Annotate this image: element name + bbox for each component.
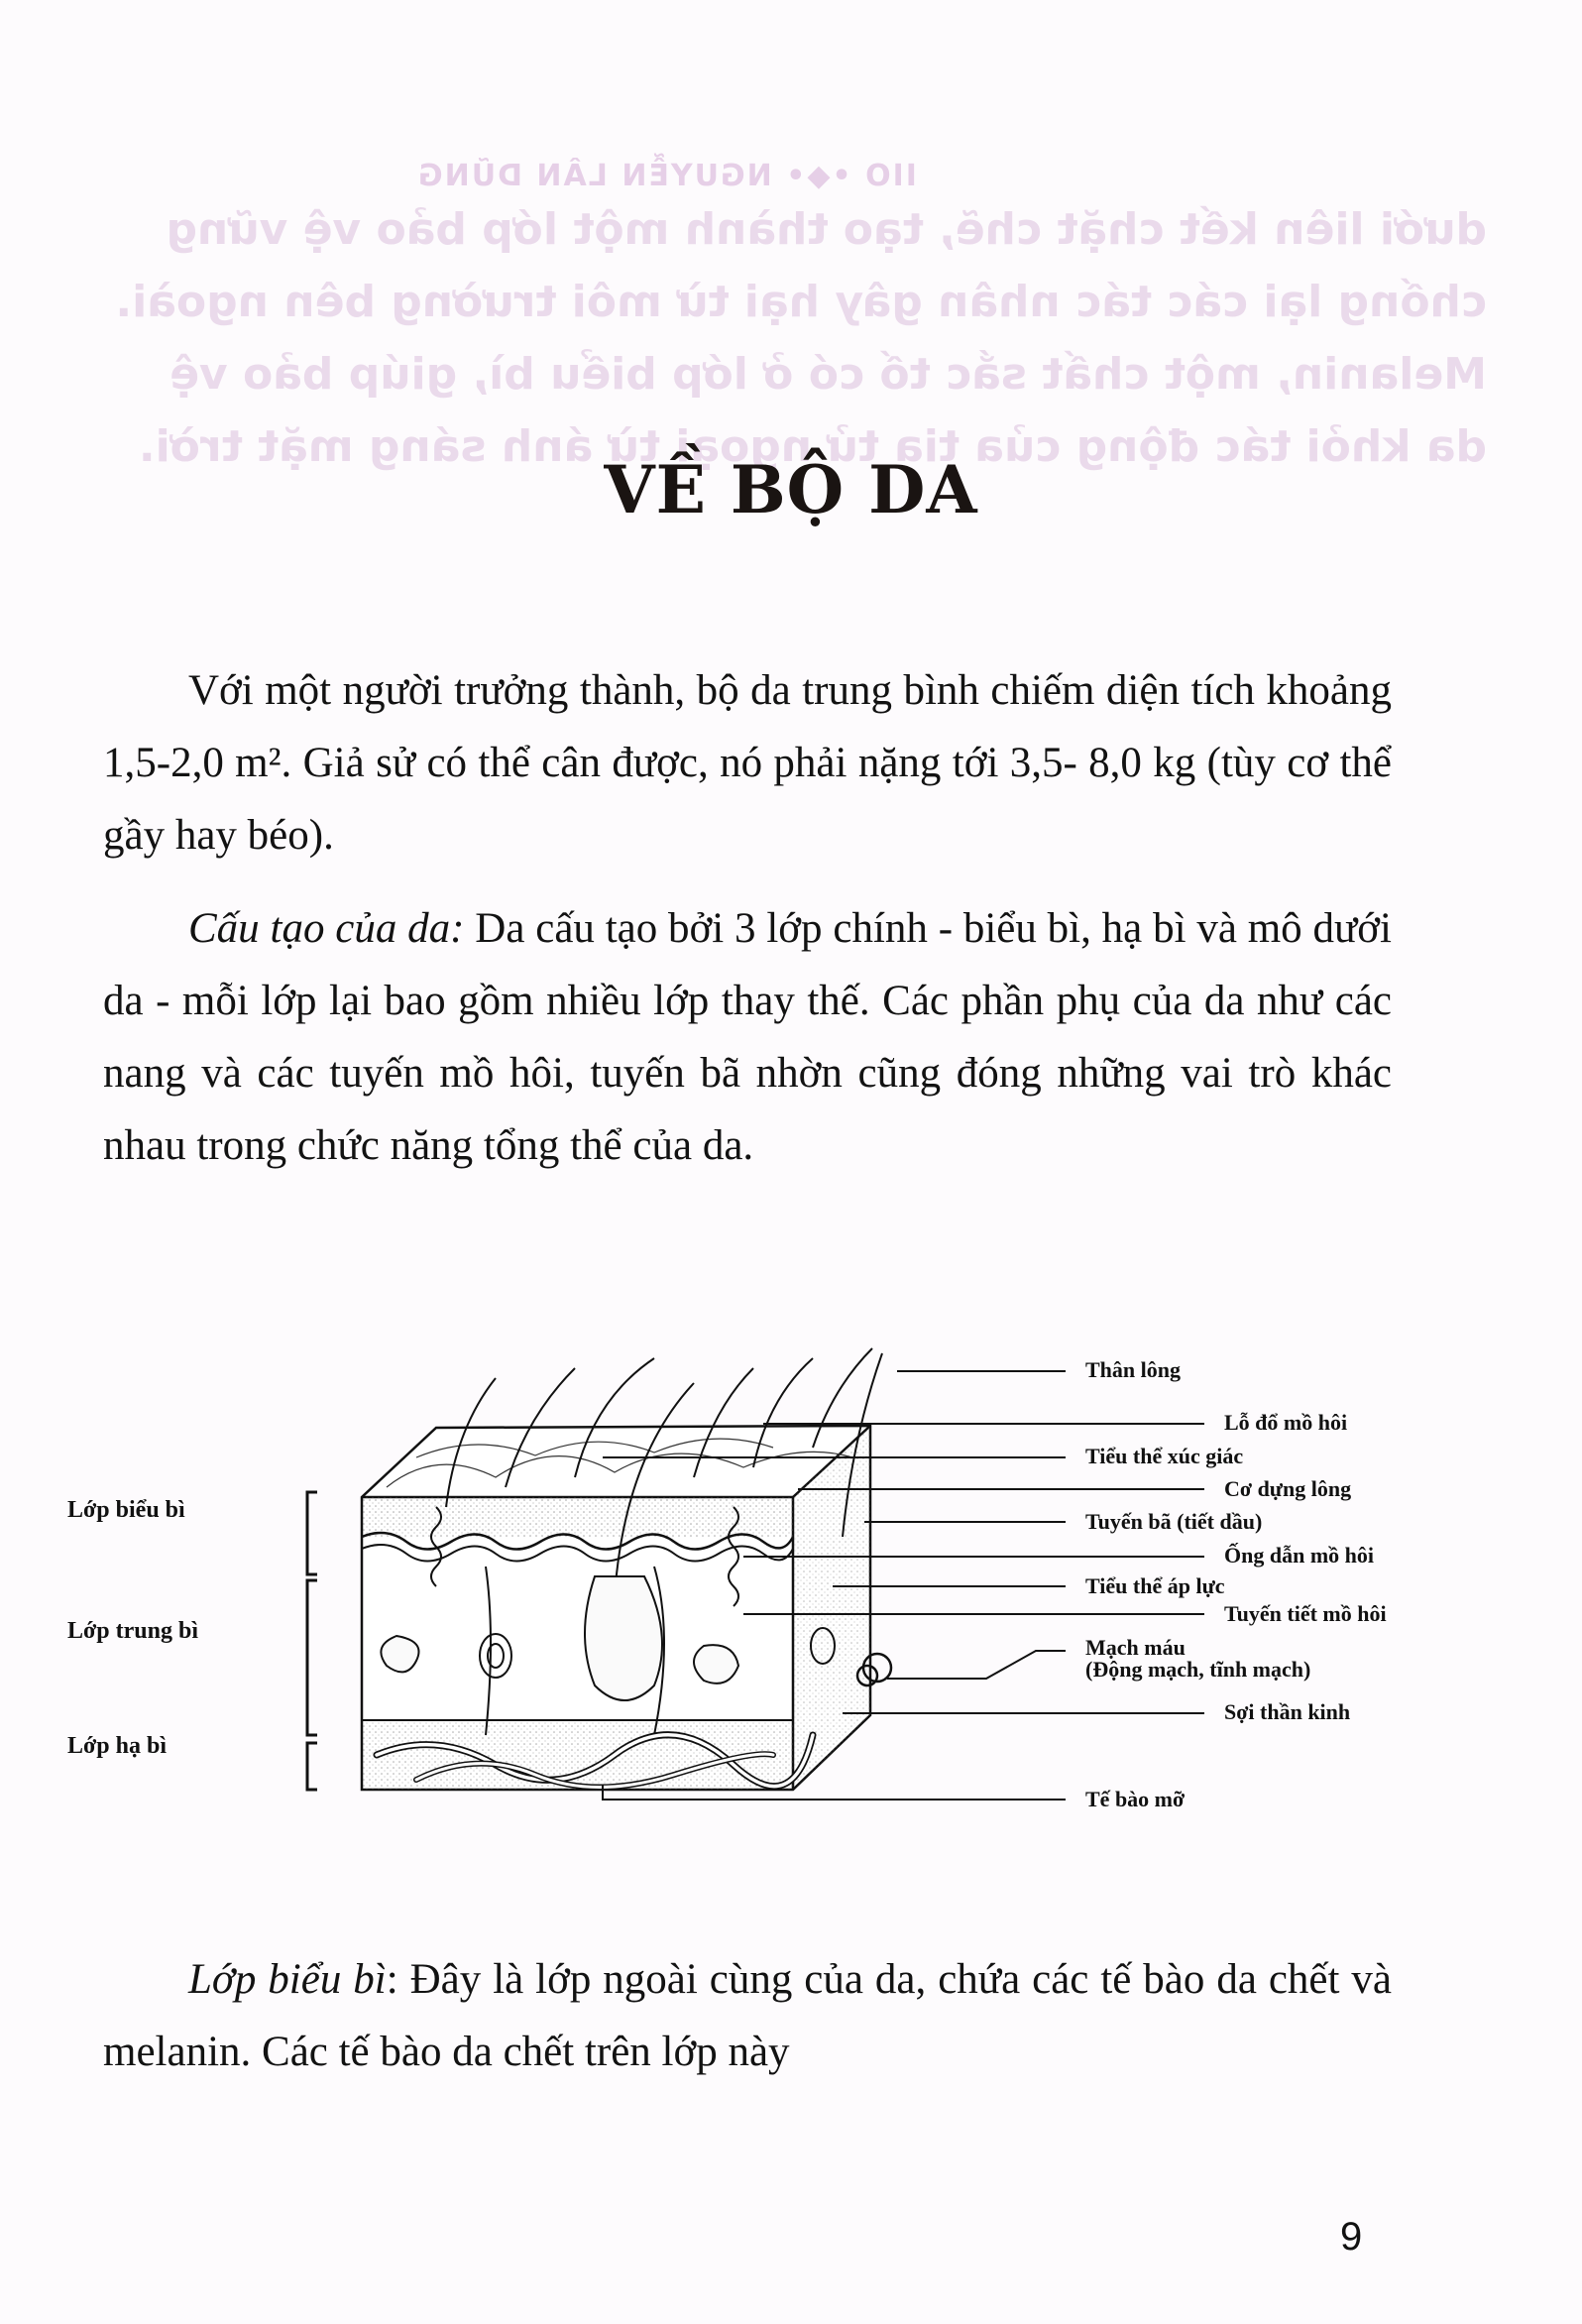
part-label-blood-vessel-detail: (Động mạch, tĩnh mạch) <box>1085 1657 1311 1682</box>
bleed-line: Melanin, một chất sắc tố có ở lớp biểu bì, giúp bảo vệ <box>170 349 1487 400</box>
layer-label-dermis: Lớp trung bì <box>67 1618 198 1644</box>
bleed-line: da khỏi tác động của tia tử ngoại từ ánh sáng mặt trời. <box>138 421 1487 472</box>
epidermis-text: : Đây là lớp ngoài cùng của da, chứa các tế bào da chết và melanin. Các tế bào da chết trên lớp này <box>103 1956 1392 2075</box>
page-title: VỀ BỘ DA <box>604 451 978 528</box>
bleed-through-header: IIO •◆• NGUYỄN LÂN DŨNG <box>416 159 917 193</box>
bleed-line: chống lại các tác nhân gây hại từ môi trường bên ngoài. <box>115 277 1487 327</box>
part-label-sweat-gland: Tuyến tiết mồ hôi <box>1224 1601 1387 1626</box>
part-label-sebaceous-gland: Tuyến bã (tiết dầu) <box>1085 1509 1263 1534</box>
part-label-arrector-pili: Cơ dựng lông <box>1224 1476 1352 1501</box>
structure-lead: Cấu tạo của da: <box>188 905 465 952</box>
part-label-touch-corpuscle: Tiểu thể xúc giác <box>1085 1444 1244 1468</box>
part-label-nerve-fiber: Sợi thần kinh <box>1224 1699 1351 1724</box>
part-label-hair-shaft: Thân lông <box>1085 1357 1181 1382</box>
part-label-sweat-pore: Lỗ đổ mồ hôi <box>1224 1410 1348 1435</box>
bleed-line: dưới liên kết chặt chẽ, tạo thành một lớp bảo vệ vững <box>166 204 1487 255</box>
epidermis-paragraph <box>103 1943 1392 2088</box>
layer-label-hypodermis: Lớp hạ bì <box>67 1733 168 1759</box>
skin-diagram <box>59 1338 1408 1814</box>
page-number: 9 <box>1340 2215 1363 2259</box>
part-label-sweat-duct: Ống dẫn mồ hôi <box>1224 1543 1374 1568</box>
epidermis-lead: Lớp biểu bì <box>188 1956 387 2003</box>
structure-text: Da cấu tạo bởi 3 lớp chính - biểu bì, hạ bì và mô dưới da - mỗi lớp lại bao gồm nhiều lớp thay thế. Các phần phụ của da như các nang và các tuyến mồ hôi, tuyến bã nhờn cũng đóng những vai trò khác nhau trong chức năng tổng thể của da. <box>103 905 1392 1169</box>
structure-paragraph <box>103 892 1392 1182</box>
intro-text: Với một người trưởng thành, bộ da trung bình chiếm diện tích khoảng 1,5-2,0 m². Giả sử có thể cân được, nó phải nặng tới 3,5- 8,0 kg (tùy cơ thể gầy hay béo). <box>103 667 1392 859</box>
intro-paragraph <box>103 654 1392 872</box>
part-label-pressure-corpuscle: Tiểu thể áp lực <box>1085 1573 1225 1598</box>
part-label-blood-vessel: Mạch máu <box>1085 1635 1186 1660</box>
part-label-fat-cells: Tế bào mỡ <box>1085 1787 1186 1811</box>
layer-label-epidermis: Lớp biểu bì <box>67 1497 185 1523</box>
